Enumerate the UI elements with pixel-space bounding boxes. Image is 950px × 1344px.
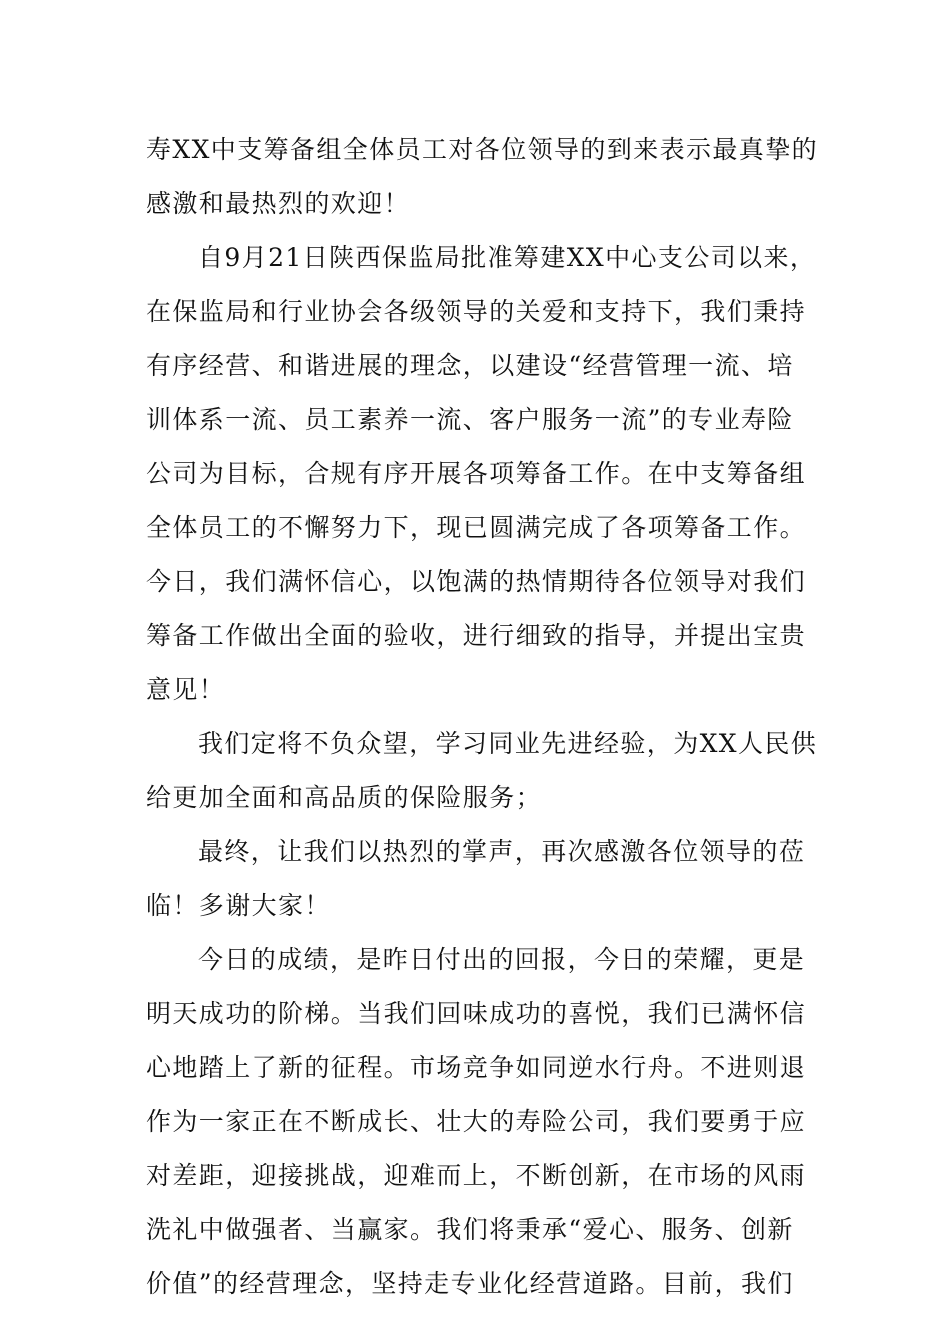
text-line: 筹备工作做出全面的验收，进行细致的指导，并提出宝贵: [146, 621, 807, 650]
text-line: 公司为目标，合规有序开展各项筹备工作。在中支筹备组: [146, 459, 807, 488]
text-line: 明天成功的阶梯。当我们回味成功的喜悦，我们已满怀信: [146, 999, 807, 1028]
text-line: 心地踏上了新的征程。市场竞争如同逆水行舟。不进则退: [146, 1053, 807, 1082]
text-line: 今日，我们满怀信心，以饱满的热情期待各位领导对我们: [146, 567, 807, 596]
text-line: 价值”的经营理念，坚持走专业化经营道路。目前，我们: [146, 1269, 794, 1298]
text-line: 训体系一流、员工素养一流、客户服务一流”的专业寿险: [146, 405, 794, 434]
text-line: 有序经营、和谐进展的理念，以建设“经营管理一流、培: [146, 351, 794, 380]
paragraph-start-line: 自9月21日陕西保监局批准筹建XX中心支公司以来，: [198, 243, 817, 272]
text-line: 全体员工的不懈努力下，现已圆满完成了各项筹备工作。: [146, 513, 807, 542]
paragraph-start-line: 我们定将不负众望，学习同业先进经验，为XX人民供: [198, 729, 818, 758]
paragraph-start-line: 今日的成绩，是昨日付出的回报，今日的荣耀，更是: [198, 945, 806, 974]
text-line: 给更加全面和高品质的保险服务；: [146, 783, 543, 812]
text-line: 作为一家正在不断成长、壮大的寿险公司，我们要勇于应: [146, 1107, 807, 1136]
text-line: 洗礼中做强者、当赢家。我们将秉承“爱心、服务、创新: [146, 1215, 794, 1244]
text-line: 感激和最热烈的欢迎！: [146, 189, 411, 218]
text-line: 对差距，迎接挑战，迎难而上，不断创新，在市场的风雨: [146, 1161, 807, 1190]
text-line: 意见！: [146, 675, 226, 704]
text-line: 在保监局和行业协会各级领导的关爱和支持下，我们秉持: [146, 297, 807, 326]
paragraph-start-line: 最终，让我们以热烈的掌声，再次感激各位领导的莅: [198, 837, 806, 866]
text-line: 临！多谢大家！: [146, 891, 331, 920]
body-text: [146, 123, 818, 1311]
text-line: 寿XX中支筹备组全体员工对各位领导的到来表示最真挚的: [146, 135, 818, 164]
